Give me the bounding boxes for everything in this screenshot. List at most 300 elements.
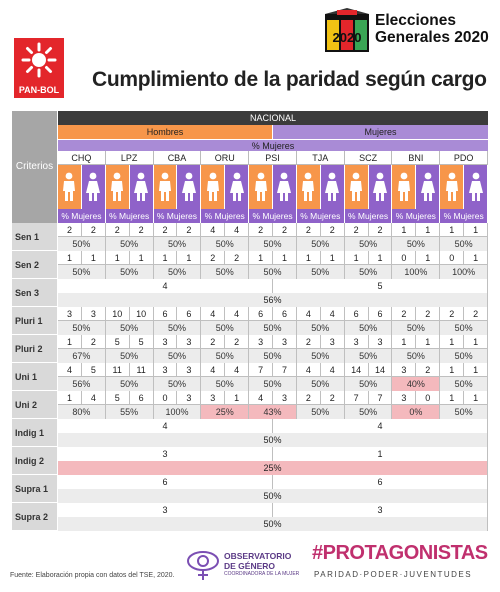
eye-venus-icon	[186, 548, 220, 582]
table-row	[12, 475, 488, 503]
count-cell: 2	[440, 307, 464, 321]
count-row	[58, 223, 488, 237]
pct-mujeres-col-label: % Mujeres	[201, 209, 249, 223]
pct-cell: 50%	[392, 349, 440, 363]
row-data	[58, 335, 488, 362]
pct-cell: 50%	[297, 349, 345, 363]
count-cell: 3	[82, 307, 106, 321]
count-cell: 4	[321, 307, 345, 321]
count-cell: 4	[201, 223, 225, 237]
count-cell: 4	[225, 307, 249, 321]
count-cell: 7	[273, 363, 297, 377]
pct-row	[58, 517, 488, 531]
count-cell: 2	[369, 223, 393, 237]
table-row	[12, 307, 488, 335]
pct-row	[58, 405, 488, 419]
left-count: 3	[58, 503, 273, 517]
count-cell: 2	[464, 307, 488, 321]
count-cell: 1	[440, 223, 464, 237]
count-cell: 1	[58, 391, 82, 405]
row-label: Sen 2	[12, 251, 58, 278]
count-cell: 5	[130, 335, 154, 349]
pct-cell: 50%	[345, 237, 393, 251]
pct-cell: 100%	[154, 405, 202, 419]
party-header-psi: PSI	[249, 151, 297, 165]
male-icon	[392, 165, 416, 209]
count-cell: 1	[416, 251, 440, 265]
protagonistas-logo: #PROTAGONISTAS	[312, 542, 488, 564]
count-cell: 14	[345, 363, 369, 377]
female-icon	[321, 165, 345, 209]
row-label: Pluri 2	[12, 335, 58, 362]
count-cell: 3	[273, 335, 297, 349]
pct-cell: 50%	[106, 377, 154, 391]
hombres-header: Hombres	[58, 125, 273, 139]
pct-cell: 50%	[297, 405, 345, 419]
male-icon	[345, 165, 369, 209]
gender-icons-lpz	[106, 165, 154, 209]
pct-cell: 50%	[249, 265, 297, 279]
pct-cell: 50%	[345, 321, 393, 335]
count-cell: 0	[416, 391, 440, 405]
row-label: Uni 1	[12, 363, 58, 390]
gender-icons-tja	[297, 165, 345, 209]
observatorio-logo	[186, 548, 306, 582]
count-cell: 2	[82, 335, 106, 349]
count-cell: 1	[369, 251, 393, 265]
pct-cell: 50%	[440, 377, 488, 391]
pct-row	[58, 489, 488, 503]
count-cell: 4	[82, 391, 106, 405]
pct-mujeres-header: % Mujeres	[58, 139, 488, 151]
count-cell: 1	[58, 335, 82, 349]
party-header-cba: CBA	[154, 151, 202, 165]
pct-cell: 50%	[345, 349, 393, 363]
female-icon	[416, 165, 440, 209]
count-cell: 10	[130, 307, 154, 321]
count-cell: 1	[440, 391, 464, 405]
pct-cell: 56%	[58, 293, 488, 307]
count-cell: 1	[440, 363, 464, 377]
pct-cell: 100%	[392, 265, 440, 279]
count-cell: 4	[201, 363, 225, 377]
gender-icons-psi	[249, 165, 297, 209]
count-cell: 3	[177, 335, 201, 349]
pct-cell: 50%	[58, 433, 488, 447]
count-cell: 14	[369, 363, 393, 377]
pct-cell: 50%	[249, 349, 297, 363]
pct-cell: 50%	[201, 321, 249, 335]
count-cell: 5	[106, 335, 130, 349]
count-cell: 6	[130, 391, 154, 405]
pct-row	[58, 265, 488, 279]
count-cell: 0	[440, 251, 464, 265]
count-cell: 1	[106, 251, 130, 265]
count-cell: 5	[82, 363, 106, 377]
pct-cell: 50%	[154, 349, 202, 363]
pct-cell: 56%	[58, 377, 106, 391]
count-cell: 4	[225, 223, 249, 237]
count-cell: 3	[369, 335, 393, 349]
pct-cell: 50%	[392, 237, 440, 251]
pct-cell: 50%	[249, 321, 297, 335]
gender-icons-scz	[345, 165, 393, 209]
count-cell: 1	[297, 251, 321, 265]
table-header	[58, 111, 488, 223]
count-cell: 7	[345, 391, 369, 405]
pct-cell: 80%	[58, 405, 106, 419]
female-icon	[369, 165, 393, 209]
male-icon	[154, 165, 178, 209]
row-label: Sen 3	[12, 279, 58, 306]
count-cell: 1	[464, 251, 488, 265]
pct-cell: 50%	[106, 237, 154, 251]
count-cell: 2	[392, 307, 416, 321]
row-label: Indig 2	[12, 447, 58, 474]
row-data	[58, 363, 488, 390]
pct-mujeres-col-label: % Mujeres	[154, 209, 202, 223]
count-cell: 0	[392, 251, 416, 265]
criterios-label: Criterios	[15, 161, 54, 172]
count-cell: 11	[130, 363, 154, 377]
count-cell: 1	[225, 391, 249, 405]
count-cell: 3	[392, 391, 416, 405]
pct-mujeres-col-label: % Mujeres	[249, 209, 297, 223]
count-cell: 2	[201, 251, 225, 265]
count-cell: 1	[130, 251, 154, 265]
right-count: 6	[273, 475, 488, 489]
count-cell: 1	[345, 251, 369, 265]
female-icon	[464, 165, 488, 209]
count-cell: 4	[297, 307, 321, 321]
count-cell: 2	[225, 335, 249, 349]
pct-cell: 50%	[297, 265, 345, 279]
count-cell: 3	[249, 335, 273, 349]
obs-line1: OBSERVATORIO	[224, 551, 292, 561]
elections-logo-text	[375, 12, 489, 46]
table-row	[12, 279, 488, 307]
count-cell: 2	[106, 223, 130, 237]
count-cell: 2	[321, 223, 345, 237]
table-row	[12, 335, 488, 363]
page-title: Cumplimiento de la paridad según cargo	[92, 68, 487, 91]
table-row	[12, 363, 488, 391]
pct-row	[58, 377, 488, 391]
pct-row	[58, 349, 488, 363]
count-cell: 2	[249, 223, 273, 237]
count-cell: 4	[249, 391, 273, 405]
pct-cell: 50%	[58, 321, 106, 335]
pct-cell: 50%	[201, 377, 249, 391]
count-row	[58, 363, 488, 377]
count-row	[58, 251, 488, 265]
table-row	[12, 419, 488, 447]
pct-mujeres-col-label: % Mujeres	[297, 209, 345, 223]
count-cell: 6	[369, 307, 393, 321]
party-header-lpz: LPZ	[106, 151, 154, 165]
ballot-box-icon	[323, 8, 371, 54]
pct-mujeres-col-label: % Mujeres	[440, 209, 488, 223]
pct-cell: 50%	[106, 349, 154, 363]
count-row	[58, 307, 488, 321]
pct-mujeres-col-label: % Mujeres	[58, 209, 106, 223]
female-icon	[273, 165, 297, 209]
gender-icons-chq	[58, 165, 106, 209]
pct-cell: 50%	[154, 265, 202, 279]
pct-cell: 40%	[392, 377, 440, 391]
count-cell: 2	[321, 391, 345, 405]
count-cell: 1	[464, 335, 488, 349]
table-row	[12, 447, 488, 475]
pct-row	[58, 461, 488, 475]
female-icon	[130, 165, 154, 209]
pct-cell: 50%	[392, 321, 440, 335]
gender-icon-row	[58, 165, 488, 209]
male-icon	[58, 165, 82, 209]
female-icon	[177, 165, 201, 209]
count-cell: 1	[464, 223, 488, 237]
party-header-row	[58, 151, 488, 165]
elections-logo-line1: Elecciones	[375, 12, 456, 29]
party-header-chq: CHQ	[58, 151, 106, 165]
count-cell: 1	[464, 391, 488, 405]
sun-icon	[21, 42, 57, 78]
pct-cell: 50%	[440, 405, 488, 419]
count-cell: 2	[130, 223, 154, 237]
elections-logo-line2: Generales 2020	[375, 29, 489, 46]
count-cell: 2	[177, 223, 201, 237]
count-cell: 2	[416, 363, 440, 377]
count-cell: 7	[369, 391, 393, 405]
count-cell: 4	[321, 363, 345, 377]
gender-icons-oru	[201, 165, 249, 209]
count-cell: 1	[464, 363, 488, 377]
pct-mujeres-col-label: % Mujeres	[345, 209, 393, 223]
gender-icons-pdo	[440, 165, 488, 209]
count-cell: 3	[154, 363, 178, 377]
elections-logo-year: 2020	[332, 30, 362, 45]
count-cell: 1	[440, 335, 464, 349]
row-label: Supra 1	[12, 475, 58, 502]
pct-cell: 50%	[201, 349, 249, 363]
table-body	[12, 223, 488, 531]
count-cell: 3	[58, 307, 82, 321]
row-data	[58, 419, 488, 446]
count-cell: 2	[201, 335, 225, 349]
count-cell: 2	[297, 335, 321, 349]
row-label: Indig 1	[12, 419, 58, 446]
count-cell: 1	[273, 251, 297, 265]
count-cell: 6	[345, 307, 369, 321]
pct-cell: 50%	[345, 377, 393, 391]
party-header-oru: ORU	[201, 151, 249, 165]
gender-icons-bni	[392, 165, 440, 209]
row-data	[58, 503, 488, 530]
pct-cell: 50%	[201, 237, 249, 251]
pct-cell: 50%	[58, 237, 106, 251]
pct-cell: 50%	[297, 321, 345, 335]
count-cell: 10	[106, 307, 130, 321]
count-cell: 6	[154, 307, 178, 321]
count-cell: 1	[249, 251, 273, 265]
count-row	[58, 475, 488, 489]
row-label: Pluri 1	[12, 307, 58, 334]
count-row	[58, 419, 488, 433]
count-cell: 4	[58, 363, 82, 377]
table-row	[12, 503, 488, 531]
pct-cell: 50%	[440, 237, 488, 251]
pan-bol-logo	[14, 38, 64, 98]
row-data	[58, 223, 488, 250]
pct-cell: 50%	[345, 405, 393, 419]
pct-cell: 43%	[249, 405, 297, 419]
pct-label-row	[58, 209, 488, 223]
male-icon	[440, 165, 464, 209]
pct-cell: 50%	[154, 321, 202, 335]
pct-row	[58, 237, 488, 251]
pct-row	[58, 293, 488, 307]
table-row	[12, 223, 488, 251]
left-count: 4	[58, 279, 273, 293]
right-count: 3	[273, 503, 488, 517]
count-cell: 4	[297, 363, 321, 377]
pct-cell: 50%	[249, 237, 297, 251]
count-cell: 3	[321, 335, 345, 349]
pct-cell: 50%	[154, 377, 202, 391]
protagonistas-subtitle: PARIDAD·PODER·JUVENTUDES	[314, 570, 473, 579]
pct-cell: 0%	[392, 405, 440, 419]
count-cell: 3	[154, 335, 178, 349]
male-icon	[249, 165, 273, 209]
count-cell: 4	[225, 363, 249, 377]
pct-mujeres-col-label: % Mujeres	[392, 209, 440, 223]
pct-cell: 50%	[440, 349, 488, 363]
party-logo-name: PAN-BOL	[18, 85, 60, 95]
pct-cell: 50%	[297, 377, 345, 391]
pct-cell: 25%	[58, 461, 488, 475]
pct-mujeres-col-label: % Mujeres	[106, 209, 154, 223]
count-cell: 2	[154, 223, 178, 237]
count-cell: 1	[416, 335, 440, 349]
count-cell: 2	[225, 251, 249, 265]
right-count: 1	[273, 447, 488, 461]
left-count: 4	[58, 419, 273, 433]
count-cell: 1	[58, 251, 82, 265]
obs-line2: DE GÉNERO	[224, 561, 276, 571]
count-cell: 2	[345, 223, 369, 237]
pct-cell: 67%	[58, 349, 106, 363]
pct-cell: 50%	[154, 237, 202, 251]
row-data	[58, 251, 488, 278]
count-cell: 1	[392, 223, 416, 237]
pct-cell: 50%	[201, 265, 249, 279]
count-cell: 3	[273, 391, 297, 405]
mujeres-header: Mujeres	[273, 125, 488, 139]
count-row	[58, 279, 488, 293]
party-header-pdo: PDO	[440, 151, 488, 165]
count-cell: 1	[177, 251, 201, 265]
right-count: 4	[273, 419, 488, 433]
gender-header-row	[58, 125, 488, 139]
male-icon	[106, 165, 130, 209]
count-cell: 2	[82, 223, 106, 237]
left-count: 6	[58, 475, 273, 489]
row-data	[58, 279, 488, 306]
female-icon	[82, 165, 106, 209]
table-row	[12, 391, 488, 419]
count-cell: 1	[392, 335, 416, 349]
pct-cell: 50%	[58, 517, 488, 531]
count-cell: 2	[416, 307, 440, 321]
count-cell: 2	[297, 223, 321, 237]
count-row	[58, 503, 488, 517]
count-cell: 3	[345, 335, 369, 349]
count-cell: 3	[177, 391, 201, 405]
male-icon	[297, 165, 321, 209]
obs-line3: COORDINADORA DE LA MUJER	[224, 571, 300, 577]
criterios-header	[12, 111, 58, 223]
pct-cell: 100%	[440, 265, 488, 279]
count-cell: 1	[82, 251, 106, 265]
party-header-scz: SCZ	[345, 151, 393, 165]
count-row	[58, 391, 488, 405]
count-row	[58, 447, 488, 461]
pct-row	[58, 433, 488, 447]
count-cell: 2	[273, 223, 297, 237]
count-cell: 5	[106, 391, 130, 405]
left-count: 3	[58, 447, 273, 461]
table-row	[12, 251, 488, 279]
count-cell: 3	[392, 363, 416, 377]
elections-logo	[323, 6, 493, 56]
pct-cell: 50%	[249, 377, 297, 391]
nacional-header: NACIONAL	[58, 111, 488, 125]
row-label: Sen 1	[12, 223, 58, 250]
pct-cell: 50%	[106, 265, 154, 279]
count-cell: 6	[273, 307, 297, 321]
count-cell: 7	[249, 363, 273, 377]
pct-cell: 50%	[58, 265, 106, 279]
row-data	[58, 475, 488, 502]
row-label: Uni 2	[12, 391, 58, 418]
count-cell: 1	[154, 251, 178, 265]
count-cell: 2	[297, 391, 321, 405]
count-cell: 6	[177, 307, 201, 321]
pct-cell: 25%	[201, 405, 249, 419]
source-note: Fuente: Elaboración propia con datos del TSE, 2020.	[10, 572, 175, 579]
gender-icons-cba	[154, 165, 202, 209]
pct-cell: 55%	[106, 405, 154, 419]
right-count: 5	[273, 279, 488, 293]
pct-cell: 50%	[106, 321, 154, 335]
count-cell: 4	[201, 307, 225, 321]
count-cell: 3	[201, 391, 225, 405]
count-cell: 3	[177, 363, 201, 377]
pct-cell: 50%	[440, 321, 488, 335]
pct-cell: 50%	[297, 237, 345, 251]
party-header-tja: TJA	[297, 151, 345, 165]
row-data	[58, 307, 488, 334]
pct-row	[58, 321, 488, 335]
male-icon	[201, 165, 225, 209]
row-data	[58, 447, 488, 474]
count-cell: 1	[416, 223, 440, 237]
pct-cell: 50%	[345, 265, 393, 279]
female-icon	[225, 165, 249, 209]
pct-cell: 50%	[58, 489, 488, 503]
party-header-bni: BNI	[392, 151, 440, 165]
count-cell: 1	[321, 251, 345, 265]
